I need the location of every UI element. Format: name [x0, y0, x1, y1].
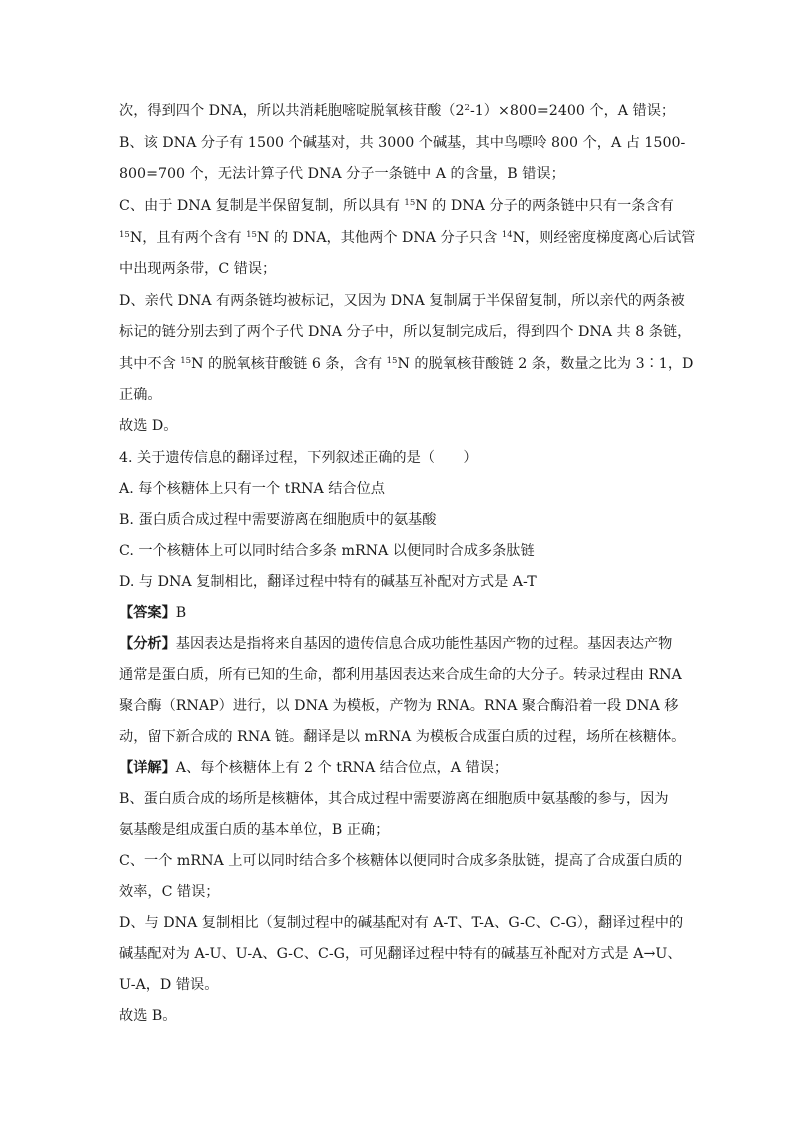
option-d: D. 与 DNA 复制相比，翻译过程中特有的碱基互补配对方式是 A-T [119, 574, 537, 590]
prev-explanation-line-6: 中出现两条带，C 错误； [119, 261, 277, 277]
prev-explanation-line-9: 其中不含 $^{15}$N 的脱氧核苷酸链 6 条，含有 $^{15}$N 的脱氧核苷酸链 2 条，数量之比为 3∶1，D [119, 356, 694, 372]
prev-explanation-line-1: 次，得到四个 DNA，所以共消耗胞嘧啶脱氧核苷酸$(2^2-1)\times 800=2400$ 个，A 错误； [119, 103, 676, 119]
prev-explanation-line-5: $^{15}$N，且有两个含有 $^{15}$N 的 DNA，其他两个 DNA 分子只含 $^{14}$N，则经密度梯度离心后试管 [119, 230, 696, 246]
detail-line-5: 效率，C 错误； [119, 884, 220, 900]
detail-line-3: 氨基酸是组成蛋白质的基本单位，B 正确； [119, 822, 390, 838]
prev-explanation-line-10: 正确。 [119, 387, 162, 403]
option-a: A. 每个核糖体上只有一个 tRNA 结合位点 [119, 481, 385, 497]
detail-line-4: C、一个 mRNA 上可以同时结合多个核糖体以便同时合成多条肽链，提高了合成蛋白质的 [119, 853, 683, 869]
analysis-line-3: 聚合酶（RNAP）进行，以 DNA 为模板，产物为 RNA。RNA 聚合酶沿着一段 DNA 移 [119, 698, 679, 714]
option-c: C. 一个核糖体上可以同时结合多条 mRNA 以便同时合成多条肽链 [119, 543, 535, 559]
detail-line-2: B、蛋白质合成的场所是核糖体，其合成过程中需要游离在细胞质中氨基酸的参与，因为 [119, 791, 669, 807]
prev-explanation-line-8: 标记的链分别去到了两个子代 DNA 分子中，所以复制完成后，得到四个 DNA 共 8 条链， [119, 324, 692, 340]
detail-line-6: D、与 DNA 复制相比（复制过程中的碱基配对有 A-T、T-A、G-C、C-G），翻译过程中的 [119, 915, 684, 931]
prev-conclusion: 故选 D。 [119, 418, 178, 434]
prev-explanation-line-2: B、该 DNA 分子有 1500 个碱基对，共 3000 个碱基，其中鸟嘌呤 800 个，A 占 1500- [119, 135, 686, 151]
answer-tag: 【答案】 [119, 605, 176, 621]
detail-line-1: 【详解】A、每个核糖体上有 2 个 tRNA 结合位点，A 错误； [119, 760, 509, 776]
detail-tag: 【详解】 [119, 760, 176, 776]
detail-line-8: U-A，D 错误。 [119, 977, 219, 993]
analysis-tag: 【分析】 [119, 636, 176, 652]
answer-line [119, 603, 186, 623]
prev-explanation-line-3: 800=700 个，无法计算子代 DNA 分子一条链中 A 的含量，B 错误； [119, 166, 565, 182]
prev-explanation-line-4: C、由于 DNA 复制是半保留复制，所以具有 $^{15}$N 的 DNA 分子的两条链中只有一条含有 [119, 198, 674, 214]
detail-line-7: 碱基配对为 A-U、U-A、G-C、C-G，可见翻译过程中特有的碱基互补配对方式是 A→U、 [119, 946, 682, 962]
answer-value: B [175, 605, 187, 621]
prev-explanation-line-7: D、亲代 DNA 有两条链均被标记，又因为 DNA 复制属于半保留复制，所以亲代的两条被 [119, 293, 685, 309]
analysis-line-2: 通常是蛋白质，所有已知的生命，都利用基因表达来合成生命的大分子。转录过程由 RNA [119, 667, 682, 683]
analysis-line-1: 【分析】基因表达是指将来自基因的遗传信息合成功能性基因产物的过程。基因表达产物 [119, 636, 673, 652]
conclusion: 故选 B。 [119, 1008, 177, 1024]
option-b: B. 蛋白质合成过程中需要游离在细胞质中的氨基酸 [119, 512, 437, 528]
analysis-line-4: 动，留下新合成的 RNA 链。翻译是以 mRNA 为模板合成蛋白质的过程，场所在核糖体。 [119, 729, 686, 745]
question-stem: 4. 关于遗传信息的翻译过程，下列叙述正确的是（ ） [119, 450, 478, 466]
